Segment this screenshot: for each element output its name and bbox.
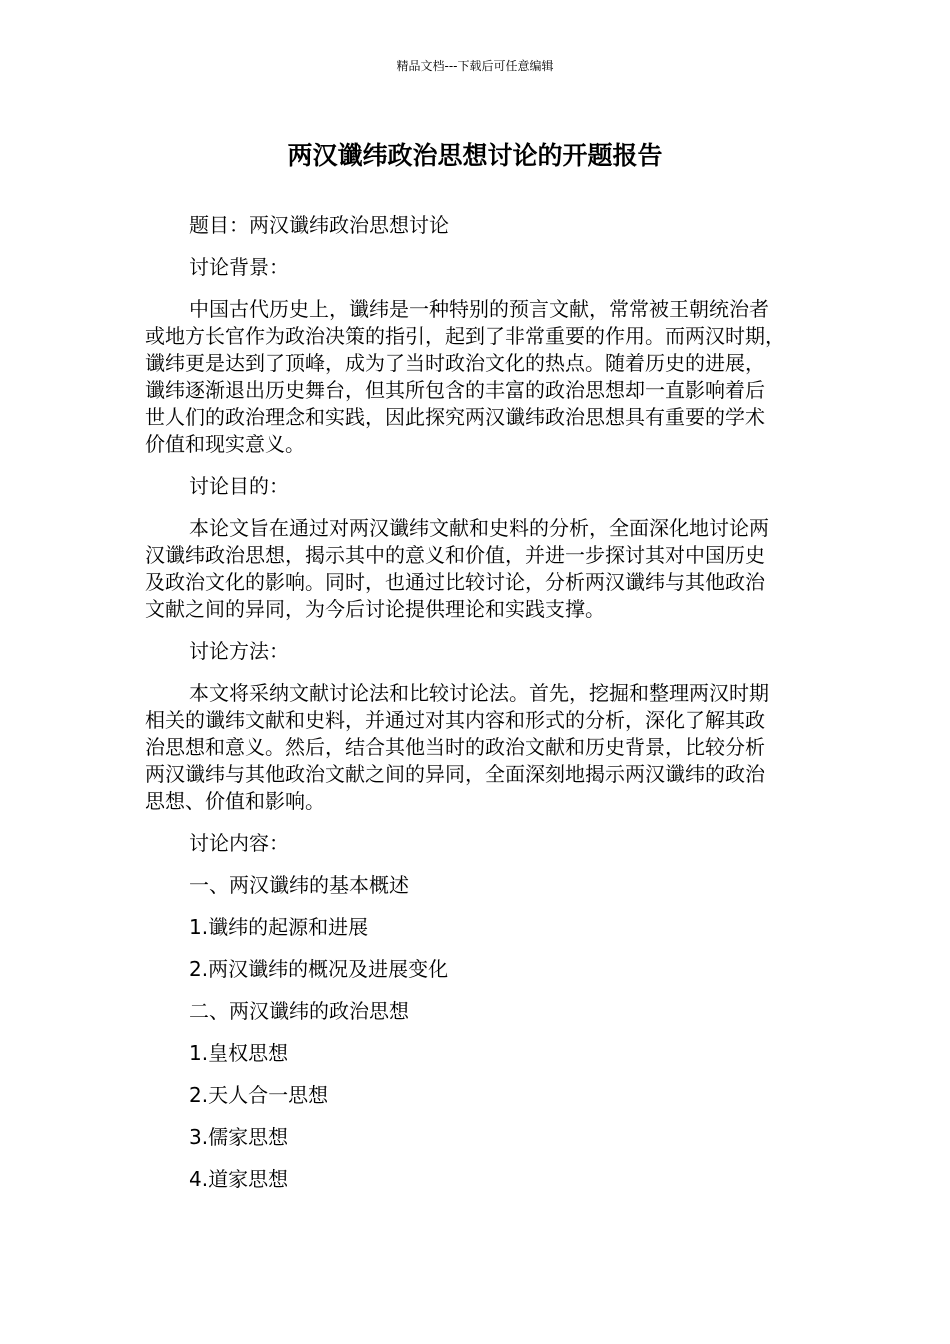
outline-item: 1.皇权思想 (189, 1041, 289, 1065)
paragraph-line: 谶纬逐渐退出历史舞台，但其所包含的丰富的政治思想却一直影响着后 (145, 378, 765, 402)
document-title: 两汉谶纬政治思想讨论的开题报告 (287, 141, 663, 170)
purpose-paragraph (145, 515, 805, 623)
paragraph-line: 思想、价值和影响。 (145, 789, 325, 813)
paragraph-line: 本论文旨在通过对两汉谶纬文献和史料的分析，全面深化地讨论两 (189, 516, 769, 540)
outline-item: 3.儒家思想 (189, 1125, 289, 1149)
background-paragraph (145, 296, 805, 458)
outline-item: 2.天人合一思想 (189, 1083, 329, 1107)
paragraph-line: 谶纬更是达到了顶峰，成为了当时政治文化的热点。随着历史的进展， (145, 351, 765, 375)
page-header: 精品文档---下载后可任意编辑 (396, 59, 554, 73)
paragraph-line: 文献之间的异同，为今后讨论提供理论和实践支撑。 (145, 597, 605, 621)
paragraph-line: 两汉谶纬与其他政治文献之间的异同，全面深刻地揭示两汉谶纬的政治 (145, 762, 765, 786)
paragraph-line: 及政治文化的影响。同时，也通过比较讨论，分析两汉谶纬与其他政治 (145, 570, 765, 594)
method-paragraph (145, 680, 805, 815)
purpose-heading: 讨论目的： (189, 474, 289, 498)
paragraph-line: 汉谶纬政治思想，揭示其中的意义和价值，并进一步探讨其对中国历史 (145, 543, 765, 567)
document-body (145, 212, 805, 1208)
outline-item: 1.谶纬的起源和进展 (189, 915, 369, 939)
paragraph-line: 中国古代历史上，谶纬是一种特别的预言文献，常常被王朝统治者 (189, 297, 769, 321)
content-heading: 讨论内容： (189, 831, 289, 855)
method-heading: 讨论方法： (189, 639, 289, 663)
paragraph-line: 本文将采纳文献讨论法和比较讨论法。首先，挖掘和整理两汉时期 (189, 681, 769, 705)
paragraph-line: 相关的谶纬文献和史料，并通过对其内容和形式的分析，深化了解其政 (145, 708, 765, 732)
paragraph-line: 治思想和意义。然后，结合其他当时的政治文献和历史背景，比较分析 (145, 735, 765, 759)
outline-item: 4.道家思想 (189, 1167, 289, 1191)
outline-item: 2.两汉谶纬的概况及进展变化 (189, 957, 449, 981)
outline-item: 一、两汉谶纬的基本概述 (189, 873, 409, 897)
paragraph-line: 价值和现实意义。 (145, 432, 305, 456)
outline-item: 二、两汉谶纬的政治思想 (189, 999, 409, 1023)
paragraph-line: 或地方长官作为政治决策的指引，起到了非常重要的作用。而两汉时期， (145, 324, 785, 348)
background-heading: 讨论背景： (189, 255, 289, 279)
paragraph-line: 世人们的政治理念和实践，因此探究两汉谶纬政治思想具有重要的学术 (145, 405, 765, 429)
topic-line: 题目：两汉谶纬政治思想讨论 (189, 213, 449, 237)
